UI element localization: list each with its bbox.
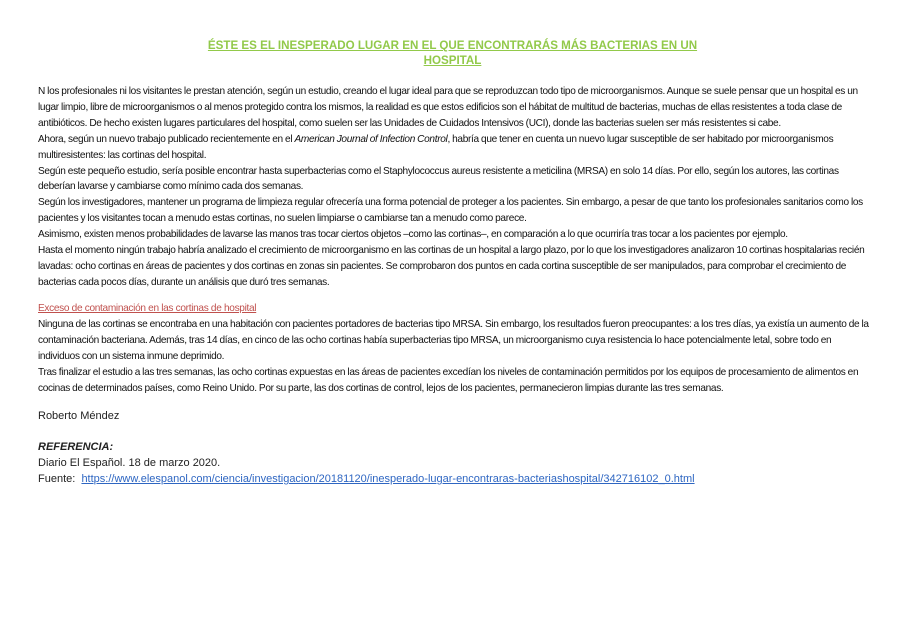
reference-url-link[interactable]: https://www.elespanol.com/ciencia/investigacion/20181120/inesperado-lugar-encontraras-bacteriashospital/342716102_0.html (81, 473, 695, 485)
paragraph-hasta: Hasta el momento ningún trabajo habría analizado el crecimiento de microorganismo en las cortinas de un hospital a largo plazo, por lo que los investigadores analizaron 10 cortinas hospitalarias recién lavadas: ocho cortinas en áreas de pacientes y dos cortinas en zonas sin pacientes. Se comprobaron dos puntos en cada cortina susceptible de ser manipulados, para comprobar el crecimiento de bacterias cada pocos días, durante un análisis que duró tres semanas. (38, 245, 865, 288)
paragraph-investigadores: Según los investigadores, mantener un programa de limpieza regular ofrecería una forma potencial de proteger a los pacientes. Sin embargo, a pesar de que tanto los profesionales sanitarios como los pacientes y los visitantes tocan a menudo estas cortinas, no suelen limpiarse o cambiarse tan a menudo como parece. (38, 197, 863, 225)
author-name: Roberto Méndez (38, 410, 120, 422)
paragraph-ninguna: Ninguna de las cortinas se encontraba en una habitación con pacientes portadores de bacterias tipo MRSA. Sin embargo, los resultados fueron preocupantes: a los tres días, ya existía un aumento de la contaminación bacteriana. Además, tras 14 días, en cinco de las ocho cortinas había superbacterias tipo MRSA, un microorganismo cuya resistencia lo hace potencialmente letal, sobre todo en individuos con un sistema inmune deprimido. (38, 319, 869, 362)
article-body-section-2 (38, 317, 874, 397)
paragraph-intro: N los profesionales ni los visitantes le prestan atención, según un estudio, creando el lugar ideal para que se reproduzcan todo tipo de microorganismos. Aunque se suele pensar que un hospital es un lugar limpio, libre de microorganismos o al menos protegido contra los mismos, la realidad es que estos edificios son el hábitat de multitud de bacterias, muchas de ellas resistentes a toda clase de antibióticos. De hecho existen lugares particulares del hospital, como suelen ser las Unidades de Cuidados Intensivos (UCI), donde las bacterias suelen ser más resistentes si cabe. (38, 86, 858, 129)
paragraph-tras: Tras finalizar el estudio a las tres semanas, las ocho cortinas expuestas en las áreas de pacientes excedían los niveles de contaminación permitidos por los equipos de procesamiento de alimentos en cocinas de determinados países, como Reino Unido. Por su parte, las dos cortinas de control, lejos de los pacientes, permanecieron limpias durante las tres semanas. (38, 366, 859, 394)
paragraph-ahora-after: , habría que tener en cuenta un nuevo lugar susceptible de ser habitado por microorganismos multiresistentes: las cortinas del hospital. (38, 133, 834, 161)
journal-name: American Journal of Infection Control (294, 133, 448, 145)
paragraph-ahora (38, 132, 874, 164)
title-line-2: HOSPITAL (423, 54, 482, 67)
paragraph-staph: Según este pequeño estudio, sería posible encontrar hasta superbacterias como el Staphylococcus aureus resistente a meticilina (MRSA) en solo 14 días. Por ello, según los autores, las cortinas deberían lavarse y cambiarse como mínimo cada dos semanas. (38, 165, 839, 193)
reference-source: Diario El Español. 18 de marzo 2020. (38, 457, 221, 469)
paragraph-ahora-before: Ahora, según un nuevo trabajo publicado recientemente en el (38, 133, 295, 145)
paragraph-asimismo: Asimismo, existen menos probabilidades de lavarse las manos tras tocar ciertos objetos –como las cortinas–, en comparación a lo que ocurriría tras tocar a los pacientes por ejemplo. (38, 229, 788, 241)
title-line-1: ÉSTE ES EL INESPERADO LUGAR EN EL QUE ENCONTRARÁS MÁS BACTERIAS EN UN (207, 39, 698, 52)
section-subheading: Exceso de contaminación en las cortinas de hospital (38, 303, 257, 314)
reference-url-line (38, 472, 695, 487)
reference-url-prefix: Fuente: (38, 473, 76, 485)
reference-label: REFERENCIA: (38, 441, 114, 453)
article-body (38, 84, 874, 291)
article-title (120, 38, 785, 68)
